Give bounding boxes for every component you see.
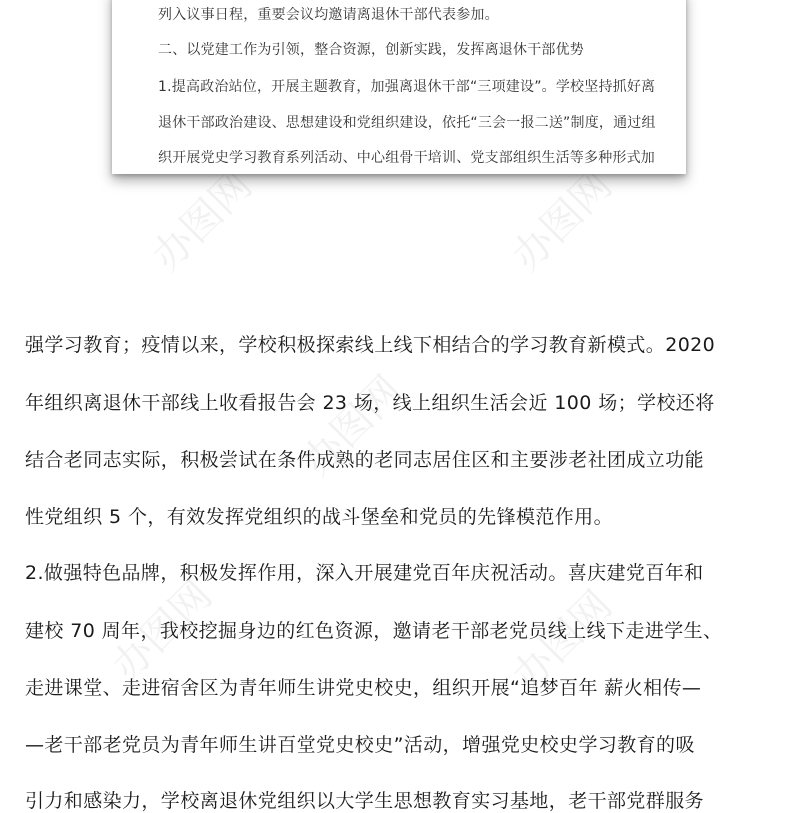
watermark: 办图网: [143, 162, 262, 280]
body-text-line: 建校 70 周年，我校挖掘身边的红色资源，邀请老干部老党员线上线下走进学生、: [25, 620, 723, 642]
body-text-line: 性党组织 5 个，有效发挥党组织的战斗堡垒和党员的先锋模范作用。: [25, 506, 613, 528]
card-text-line: 列入议事日程，重要会议均邀请离退休干部代表参加。: [158, 7, 499, 23]
card-text-line: 织开展党史学习教育系列活动、中心组骨干培训、党支部组织生活等多种形式加: [158, 150, 655, 166]
card-text-line: 1.提高政治站位，开展主题教育，加强离退休干部“三项建设”。学校坚持抓好离: [158, 79, 656, 95]
body-text-line: 结合老同志实际，积极尝试在条件成熟的老同志居住区和主要涉老社团成立功能: [25, 449, 705, 471]
watermark: 办图网: [503, 582, 622, 700]
body-text-line: 强学习教育；疫情以来，学校积极探索线上线下相结合的学习教育新模式。2020: [25, 334, 716, 356]
body-text-line: 2.做强特色品牌，积极发挥作用，深入开展建党百年庆祝活动。喜庆建党百年和: [25, 562, 704, 584]
card-text-line: 退休干部政治建设、思想建设和党组织建设，依托“三会一报二送”制度，通过组: [158, 115, 656, 131]
card-section-heading: 二、以党建工作为引领，整合资源，创新实践，发挥离退休干部优势: [158, 42, 584, 58]
watermark: 办图网: [103, 572, 222, 690]
body-text-line: 引力和感染力，学校离退休党组织以大学生思想教育实习基地，老干部党群服务: [25, 790, 705, 812]
body-text-line: 年组织离退休干部线上收看报告会 23 场，线上组织生活会近 100 场；学校还将: [25, 392, 715, 414]
body-text-line: 走进课堂、走进宿舍区为青年师生讲党史校史，组织开展“追梦百年 薪火相传—: [25, 677, 702, 699]
body-text-line: —老干部老党员为青年师生讲百堂党史校史”活动，增强党史校史学习教育的吸: [25, 734, 695, 756]
watermark: 办图网: [293, 367, 412, 485]
document-preview-card: [112, 0, 686, 174]
watermark: 办图网: [503, 162, 622, 280]
